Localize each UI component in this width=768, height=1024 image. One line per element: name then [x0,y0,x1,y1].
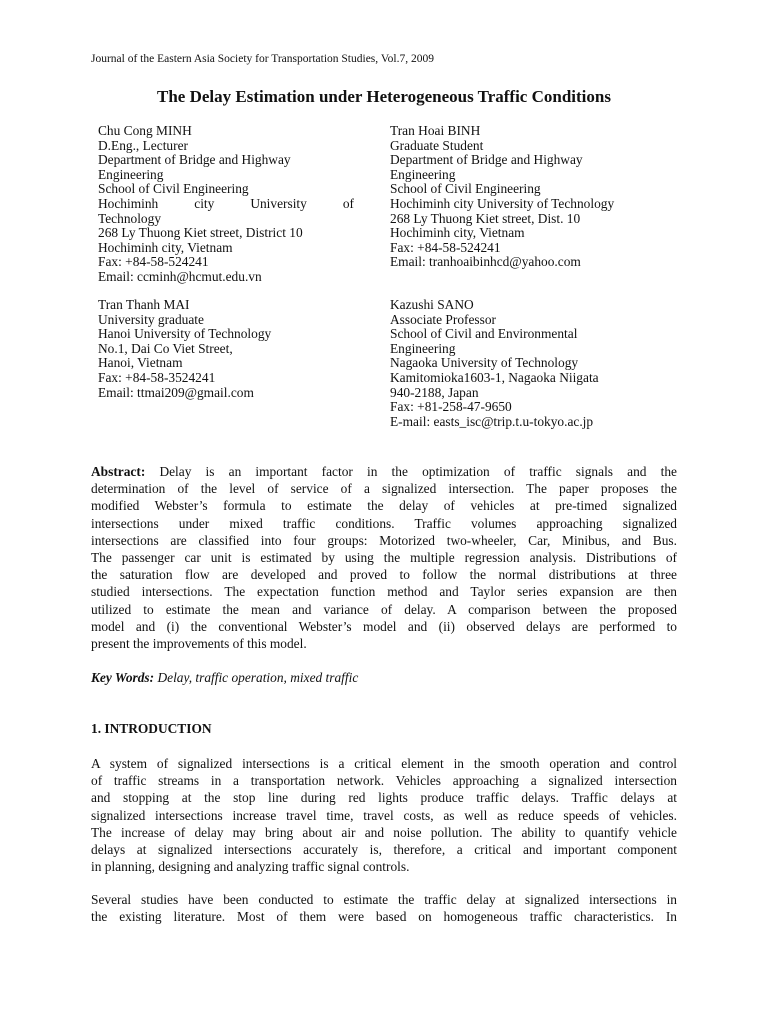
paper-title: The Delay Estimation under Heterogeneous Traffic Conditions [157,87,611,106]
author-line: Fax: +81-258-47-9650 [390,399,512,415]
paragraph-line: of traffic streams in a transportation network. Vehicles approaching a signalized intersection [91,773,677,789]
author-line: School of Civil and Environmental [390,326,578,342]
paragraph-line: signalized intersections increase travel time, travel costs, as well as reduce speeds of vehicles. [91,807,677,823]
author-line: Tran Hoai BINH [390,123,481,138]
paragraph-line: and stopping at the stop line during red lights produce traffic delays. Traffic delays at [91,790,677,806]
abstract-line: intersections under mixed traffic conditions. Traffic volumes approaching signalized [91,515,677,531]
paragraph-line: Several studies have been conducted to estimate the traffic delay at signalized intersections in [91,892,677,907]
abstract-line: intersections are classified into four groups: Motorized two-wheeler, Car, Minibus, and Bus. [91,532,677,548]
author-line: Email: ccminh@hcmut.edu.vn [98,268,262,284]
author-line: 940-2188, Japan [390,384,479,400]
paragraph-line: the existing literature. Most of them were based on homogeneous traffic characteristics. In [91,909,677,925]
intro-paragraph-1 [91,755,677,875]
author-line: Fax: +84-58-524241 [98,254,209,270]
author-email-link[interactable]: Email: tranhoaibinhcd@yahoo.com [390,254,581,270]
author-line: No.1, Dai Co Viet Street, [98,340,233,356]
author-line: 268 Ly Thuong Kiet street, Dist. 10 [390,210,581,226]
author-block-minh [98,124,354,285]
abstract-line: The passenger car unit is estimated by using the multiple regression analysis. Distributions of [91,550,677,566]
paragraph-line: in planning, designing and analyzing traffic signal controls. [91,859,410,875]
author-line: D.Eng., Lecturer [98,137,188,153]
author-line: Tran Thanh MAI [98,297,190,312]
author-block-binh [390,124,652,270]
abstract-line: determination of the level of service of a signalized intersection. The paper proposes the [91,481,677,497]
author-line: Kamitomioka1603-1, Nagaoka Niigata [390,369,599,385]
abstract-label: Abstract: [91,464,146,479]
author-line: Chu Cong MINH [98,123,192,138]
keywords-text: Delay, traffic operation, mixed traffic [154,670,359,685]
author-block-mai [98,298,354,400]
paragraph-line: delays at signalized intersections accurately is, therefore, a critical and important component [91,842,677,858]
abstract [91,463,677,652]
author-line: School of Civil Engineering [98,181,249,197]
author-line: Associate Professor [390,311,496,327]
author-line: Hanoi University of Technology [98,326,272,342]
keywords [91,669,677,686]
journal-header: Journal of the Eastern Asia Society for Transportation Studies, Vol.7, 2009 [91,53,434,65]
abstract-line: the saturation flow are developed and proved to follow the normal distributions at three [91,567,677,583]
abstract-line: modified Webster’s formula to estimate the delay of vehicles at pre-timed signalized [91,498,677,514]
intro-paragraph-2 [91,891,677,925]
author-line: Engineering [390,166,456,182]
author-email-link[interactable]: Email: ttmai209@gmail.com [98,384,254,400]
author-line: Engineering [390,340,456,356]
author-line: University graduate [98,311,204,327]
abstract-line: present the improvements of this model. [91,636,307,652]
section-heading-introduction: 1. INTRODUCTION [91,721,212,736]
author-line: Hochiminh city University of Technology [390,195,615,211]
author-line: Nagaoka University of Technology [390,355,579,371]
author-line: Technology [98,210,162,226]
keywords-label: Key Words: [91,670,155,685]
author-line: Fax: +84-58-524241 [390,239,501,255]
author-line: Hochiminh city, Vietnam [390,225,525,241]
author-line: Fax: +84-58-3524241 [98,369,216,385]
author-line: Hochiminh city University of [98,195,354,211]
abstract-line: model and (i) the conventional Webster’s model and (ii) observed delays are performed to [91,618,677,634]
paragraph-line: A system of signalized intersections is a critical element in the smooth operation and control [91,756,677,771]
author-line: Graduate Student [390,137,484,153]
author-line: Hanoi, Vietnam [98,355,183,371]
author-line: 268 Ly Thuong Kiet street, District 10 [98,225,303,241]
abstract-line: Abstract: Delay is an important factor in the optimization of traffic signals and the [91,464,677,479]
abstract-line: studied intersections. The expectation function method and Taylor series expansion are then [91,584,677,600]
author-line: Kazushi SANO [390,297,474,312]
author-line: Department of Bridge and Highway [98,152,291,168]
abstract-line: utilized to estimate the mean and variance of delay. A comparison between the proposed [91,601,677,617]
author-line: Hochiminh city, Vietnam [98,239,233,255]
author-line: Department of Bridge and Highway [390,152,583,168]
author-line: Engineering [98,166,164,182]
author-line: School of Civil Engineering [390,181,541,197]
author-block-sano [390,298,652,429]
paragraph-line: The increase of delay may bring about air and noise pollution. The ability to quantify vehicle [91,824,677,840]
author-email-link[interactable]: E-mail: easts_isc@trip.t.u-tokyo.ac.jp [390,413,594,429]
